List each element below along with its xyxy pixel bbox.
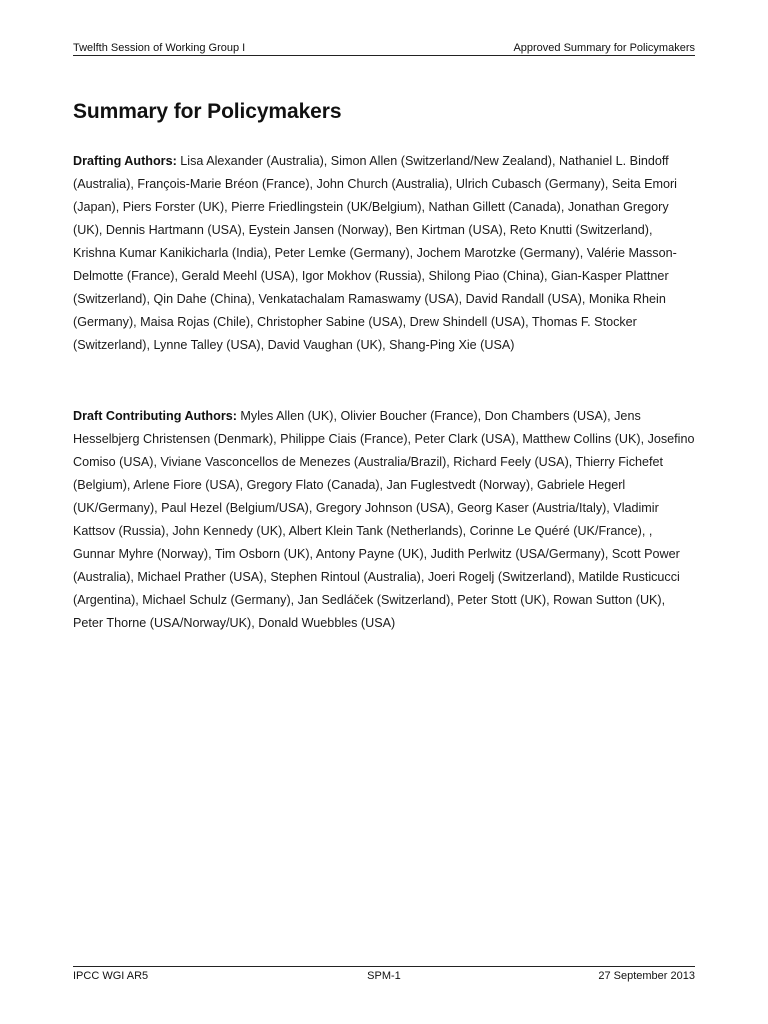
footer-page-number: SPM-1	[367, 970, 401, 982]
contributing-authors-list: Myles Allen (UK), Olivier Boucher (France), Don Chambers (USA), Jens Hesselbjerg Christensen (Denmark), Philippe Ciais (France), Peter Clark (USA), Matthew Collins (UK), Josefino Comiso (USA), Viviane Vasconcellos de Menezes (Australia/Brazil), Richard Feely (USA), Thierry Fichefet (Belgium), Arlene Fiore (USA), Gregory Flato (Canada), Jan Fuglestvedt (Norway), Gabriele Hegerl (UK/Germany), Paul Hezel (Belgium/USA), Gregory Johnson (USA), Georg Kaser (Austria/Italy), Vladimir Kattsov (Russia), John Kennedy (UK), Albert Klein Tank (Netherlands), Corinne Le Quéré (UK/France), , Gunnar Myhre (Norway), Tim Osborn (UK), Antony Payne (UK), Judith Perlwitz (USA/Germany), Scott Power (Australia), Michael Prather (USA), Stephen Rintoul (Australia), Joeri Rogelj (Switzerland), Matilde Rusticucci (Argentina), Michael Schulz (Germany), Jan Sedláček (Switzerland), Peter Stott (UK), Rowan Sutton (UK), Peter Thorne (USA/Norway/UK), Donald Wuebbles (USA)	[73, 409, 695, 630]
footer-report-name: IPCC WGI AR5	[73, 970, 149, 982]
drafting-authors-list: Lisa Alexander (Australia), Simon Allen (Switzerland/New Zealand), Nathaniel L. Bindoff (Australia), François-Marie Bréon (France), John Church (Australia), Ulrich Cubasch (Germany), Seita Emori (Japan), Piers Forster (UK), Pierre Friedlingstein (UK/Belgium), Nathan Gillett (Canada), Jonathan Gregory (UK), Dennis Hartmann (USA), Eystein Jansen (Norway), Ben Kirtman (USA), Reto Knutti (Switzerland), Krishna Kumar Kanikicharla (India), Peter Lemke (Germany), Jochem Marotzke (Germany), Valérie Masson-Delmotte (France), Gerald Meehl (USA), Igor Mokhov (Russia), Shilong Piao (China), Gian-Kasper Plattner (Switzerland), Qin Dahe (China), Venkatachalam Ramaswamy (USA), David Randall (USA), Monika Rhein (Germany), Maisa Rojas (Chile), Christopher Sabine (USA), Drew Shindell (USA), Thomas F. Stocker (Switzerland), Lynne Talley (USA), David Vaughan (UK), Shang-Ping Xie (USA)	[73, 154, 677, 352]
drafting-authors-label: Drafting Authors:	[73, 154, 181, 168]
contributing-authors-label: Draft Contributing Authors:	[73, 409, 241, 423]
contributing-authors-paragraph	[73, 405, 695, 635]
running-footer	[73, 966, 695, 983]
header-session-title: Twelfth Session of Working Group I	[73, 42, 246, 54]
running-header	[73, 41, 695, 56]
header-document-status: Approved Summary for Policymakers	[513, 42, 695, 54]
drafting-authors-paragraph	[73, 150, 695, 357]
page-title: Summary for Policymakers	[73, 100, 342, 123]
footer-date: 27 September 2013	[598, 970, 695, 982]
